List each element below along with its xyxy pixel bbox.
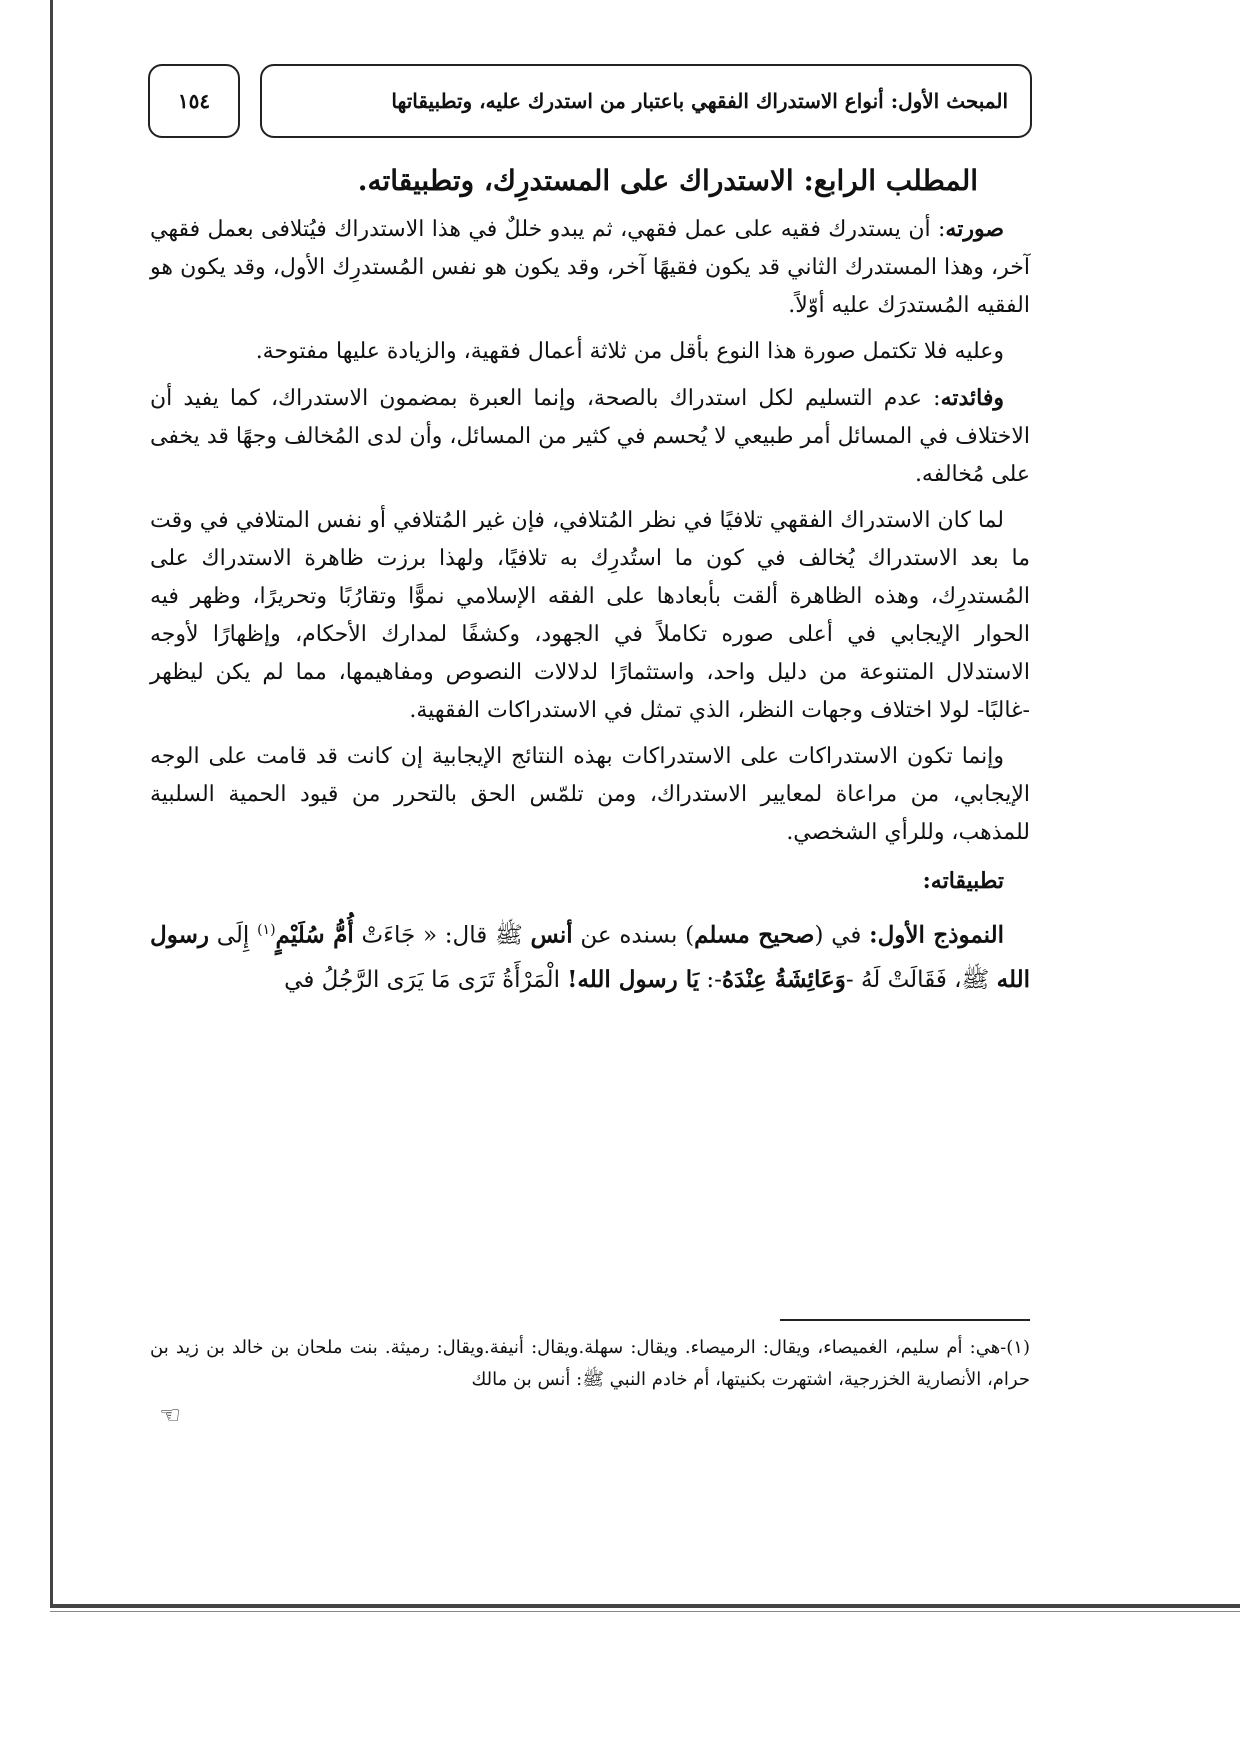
paragraph-results: وإنما تكون الاستدراكات على الاستدراكات بهذه النتائج الإيجابية إن كانت قد قامت على الوجه الإيجابي، من مراعاة لمعايير الاستدراك، ومن تلمّس الحق بالتحرر من قيود الحمية السلبية للمذهب، وللرأي الشخصي. (150, 744, 1030, 845)
footnote-text: (١)-هي: أم سليم، الغميصاء، ويقال: الرميصاء. ويقال: سهلة.ويقال: أنيفة.ويقال: رميثة. بنت ملحان بن خالد بن زيد بن حرام، الأنصارية الخزرجية، اشتهرت بكنيتها، أم خادم النبي ﷺ: أنس بن مالك (150, 1337, 1030, 1390)
example-rasul: رسول الله (150, 921, 1030, 993)
example-text-4: إِلَى (208, 922, 258, 949)
page-frame-bottom-thin (50, 1611, 1240, 1612)
example-text-2: ) بسنده عن (572, 922, 695, 949)
definition-text: : أن يستدرك فقيه على عمل فقهي، ثم يبدو خللٌ في هذا الاستدراك فيُتلافى بعمل فقهي آخر، وهذا المستدرك الثاني قد يكون فقيهًا آخر، وقد يكون هو نفس المُستدرِك الأول، وقد يكون هو الفقيه المُستدرَك عليه أوّلاً. (150, 217, 1030, 318)
paragraph-phenomenon: لما كان الاستدراك الفقهي تلافيًا في نظر المُتلافي، فإن غير المُتلافي أو نفس المتلافي في وقت ما بعد الاستدراك يُخالف في كون ما استُدرِك به تلافيًا، ولهذا برزت ظاهرة الاستدراك على المُستدرِك، وهذه الظاهرة ألقت بأبعادها على الفقه الإسلامي نموًّا وتقارُبًا وتحريرًا، وظهر فيه الحوار الإيجابي في أعلى صوره تكاملاً في الجهود، وكشفًا لمدارك الأحكام، وإظهارًا لأوجه الاستدلال المتنوعة من دليل واحد، واستثمارًا لدلالات النصوص ومفاهيمها، مما لم يكن ليظهر -غالبًا- لولا اختلاف وجهات النظر، الذي تمثل في الاستدراكات الفقهية. (150, 508, 1030, 723)
footnote (150, 1332, 1030, 1396)
example-narrator: أنس (530, 921, 573, 949)
example-text-6: -: (699, 966, 722, 993)
example-label: النموذج الأول: (869, 921, 1004, 949)
chapter-title: المبحث الأول: أنواع الاستدراك الفقهي باعتبار من استدرك عليه، وتطبيقاتها (391, 89, 1008, 113)
example-book: صحيح مسلم (694, 921, 815, 949)
definition-label: صورته (945, 216, 1004, 242)
paragraph-benefit (150, 379, 1030, 494)
example-text-1: في ( (814, 922, 870, 949)
footnote-reference[interactable]: (١) (257, 922, 276, 938)
chapter-header (260, 64, 1032, 138)
applications-heading: تطبيقاته: (922, 868, 1004, 894)
page-number: ١٥٤ (148, 64, 240, 138)
section-title: المطلب الرابع: الاستدراك على المستدرِك، وتطبيقاته. (357, 164, 978, 197)
example-aisha: وَعَائِشَةُ عِنْدَهُ (721, 965, 846, 993)
main-content (150, 156, 1030, 1010)
paragraph-completion: وعليه فلا تكتمل صورة هذا النوع بأقل من ثلاثة أعمال فقهية، والزيادة عليها مفتوحة. (255, 339, 1004, 364)
page-frame-left (50, 0, 53, 1607)
footnote-separator (780, 1319, 1030, 1321)
example-text-3: ﷺ قال: « جَاءَتْ (353, 922, 531, 949)
benefit-text: : عدم التسليم لكل استدراك بالصحة، وإنما العبرة بمضمون الاستدراك، كما يفيد أن الاختلاف في المسائل أمر طبيعي لا يُحسم في كثير من المسائل، وأن لدى المُخالف وجهًا قد يخفى على مُخالفه. (150, 386, 1030, 487)
paragraph-definition (150, 210, 1030, 325)
pointing-hand-icon: ☜ (159, 1401, 181, 1429)
benefit-label: وفائدته (940, 385, 1004, 411)
example-ya-rasul: يَا رسول الله! (567, 965, 700, 993)
example-umm-sulaym: أُمُّ سُلَيْمٍ (275, 921, 354, 949)
page-frame-bottom (50, 1604, 1240, 1608)
example-text-5: ﷺ، فَقَالَتْ لَهُ - (845, 966, 997, 993)
example-first (150, 908, 1030, 1002)
example-text-7: الْمَرْأَةُ تَرَى مَا يَرَى الرَّجُلُ في (284, 966, 568, 993)
